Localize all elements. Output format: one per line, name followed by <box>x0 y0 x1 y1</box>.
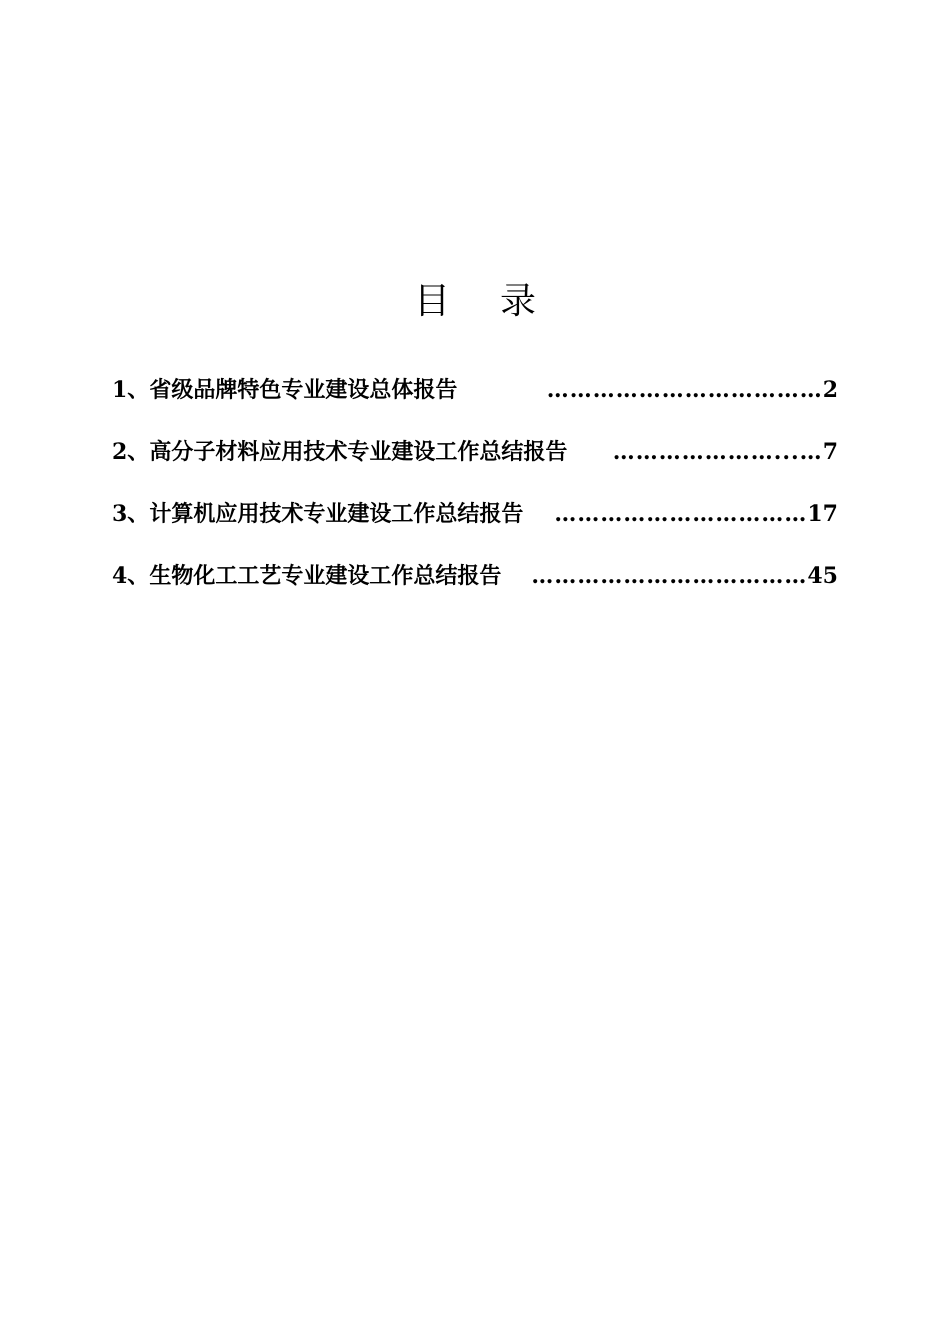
toc-list <box>112 370 838 618</box>
toc-entry[interactable] <box>112 556 838 596</box>
toc-entry[interactable] <box>112 432 838 472</box>
toc-entry-title: 计算机应用技术专业建设工作总结报告 <box>149 501 524 527</box>
toc-entry-leader: ……………………………… <box>546 377 823 403</box>
toc-entry-number: 1、 <box>112 377 150 403</box>
toc-entry-title: 生物化工工艺专业建设工作总结报告 <box>149 563 502 589</box>
toc-entry-page: 17 <box>807 501 838 527</box>
toc-entry-title: 省级品牌特色专业建设总体报告 <box>149 377 458 403</box>
toc-entry-number: 4、 <box>112 563 150 589</box>
toc-entry-page: 45 <box>807 563 838 589</box>
toc-entry-page: 2 <box>822 377 838 403</box>
toc-title <box>0 278 950 326</box>
toc-entry-leader: …………………………… <box>554 501 808 527</box>
toc-title-char-2: 录 <box>500 281 537 322</box>
toc-entry-leader: …………………...… <box>612 439 823 465</box>
toc-entry-page: 7 <box>822 439 838 465</box>
toc-title-char-1: 目 <box>413 281 450 322</box>
toc-entry-leader: ……………………………… <box>531 563 808 589</box>
toc-entry[interactable] <box>112 494 838 534</box>
toc-entry-number: 3、 <box>112 501 150 527</box>
toc-entry[interactable] <box>112 370 838 410</box>
toc-entry-number: 2、 <box>112 439 150 465</box>
toc-entry-title: 高分子材料应用技术专业建设工作总结报告 <box>149 439 568 465</box>
